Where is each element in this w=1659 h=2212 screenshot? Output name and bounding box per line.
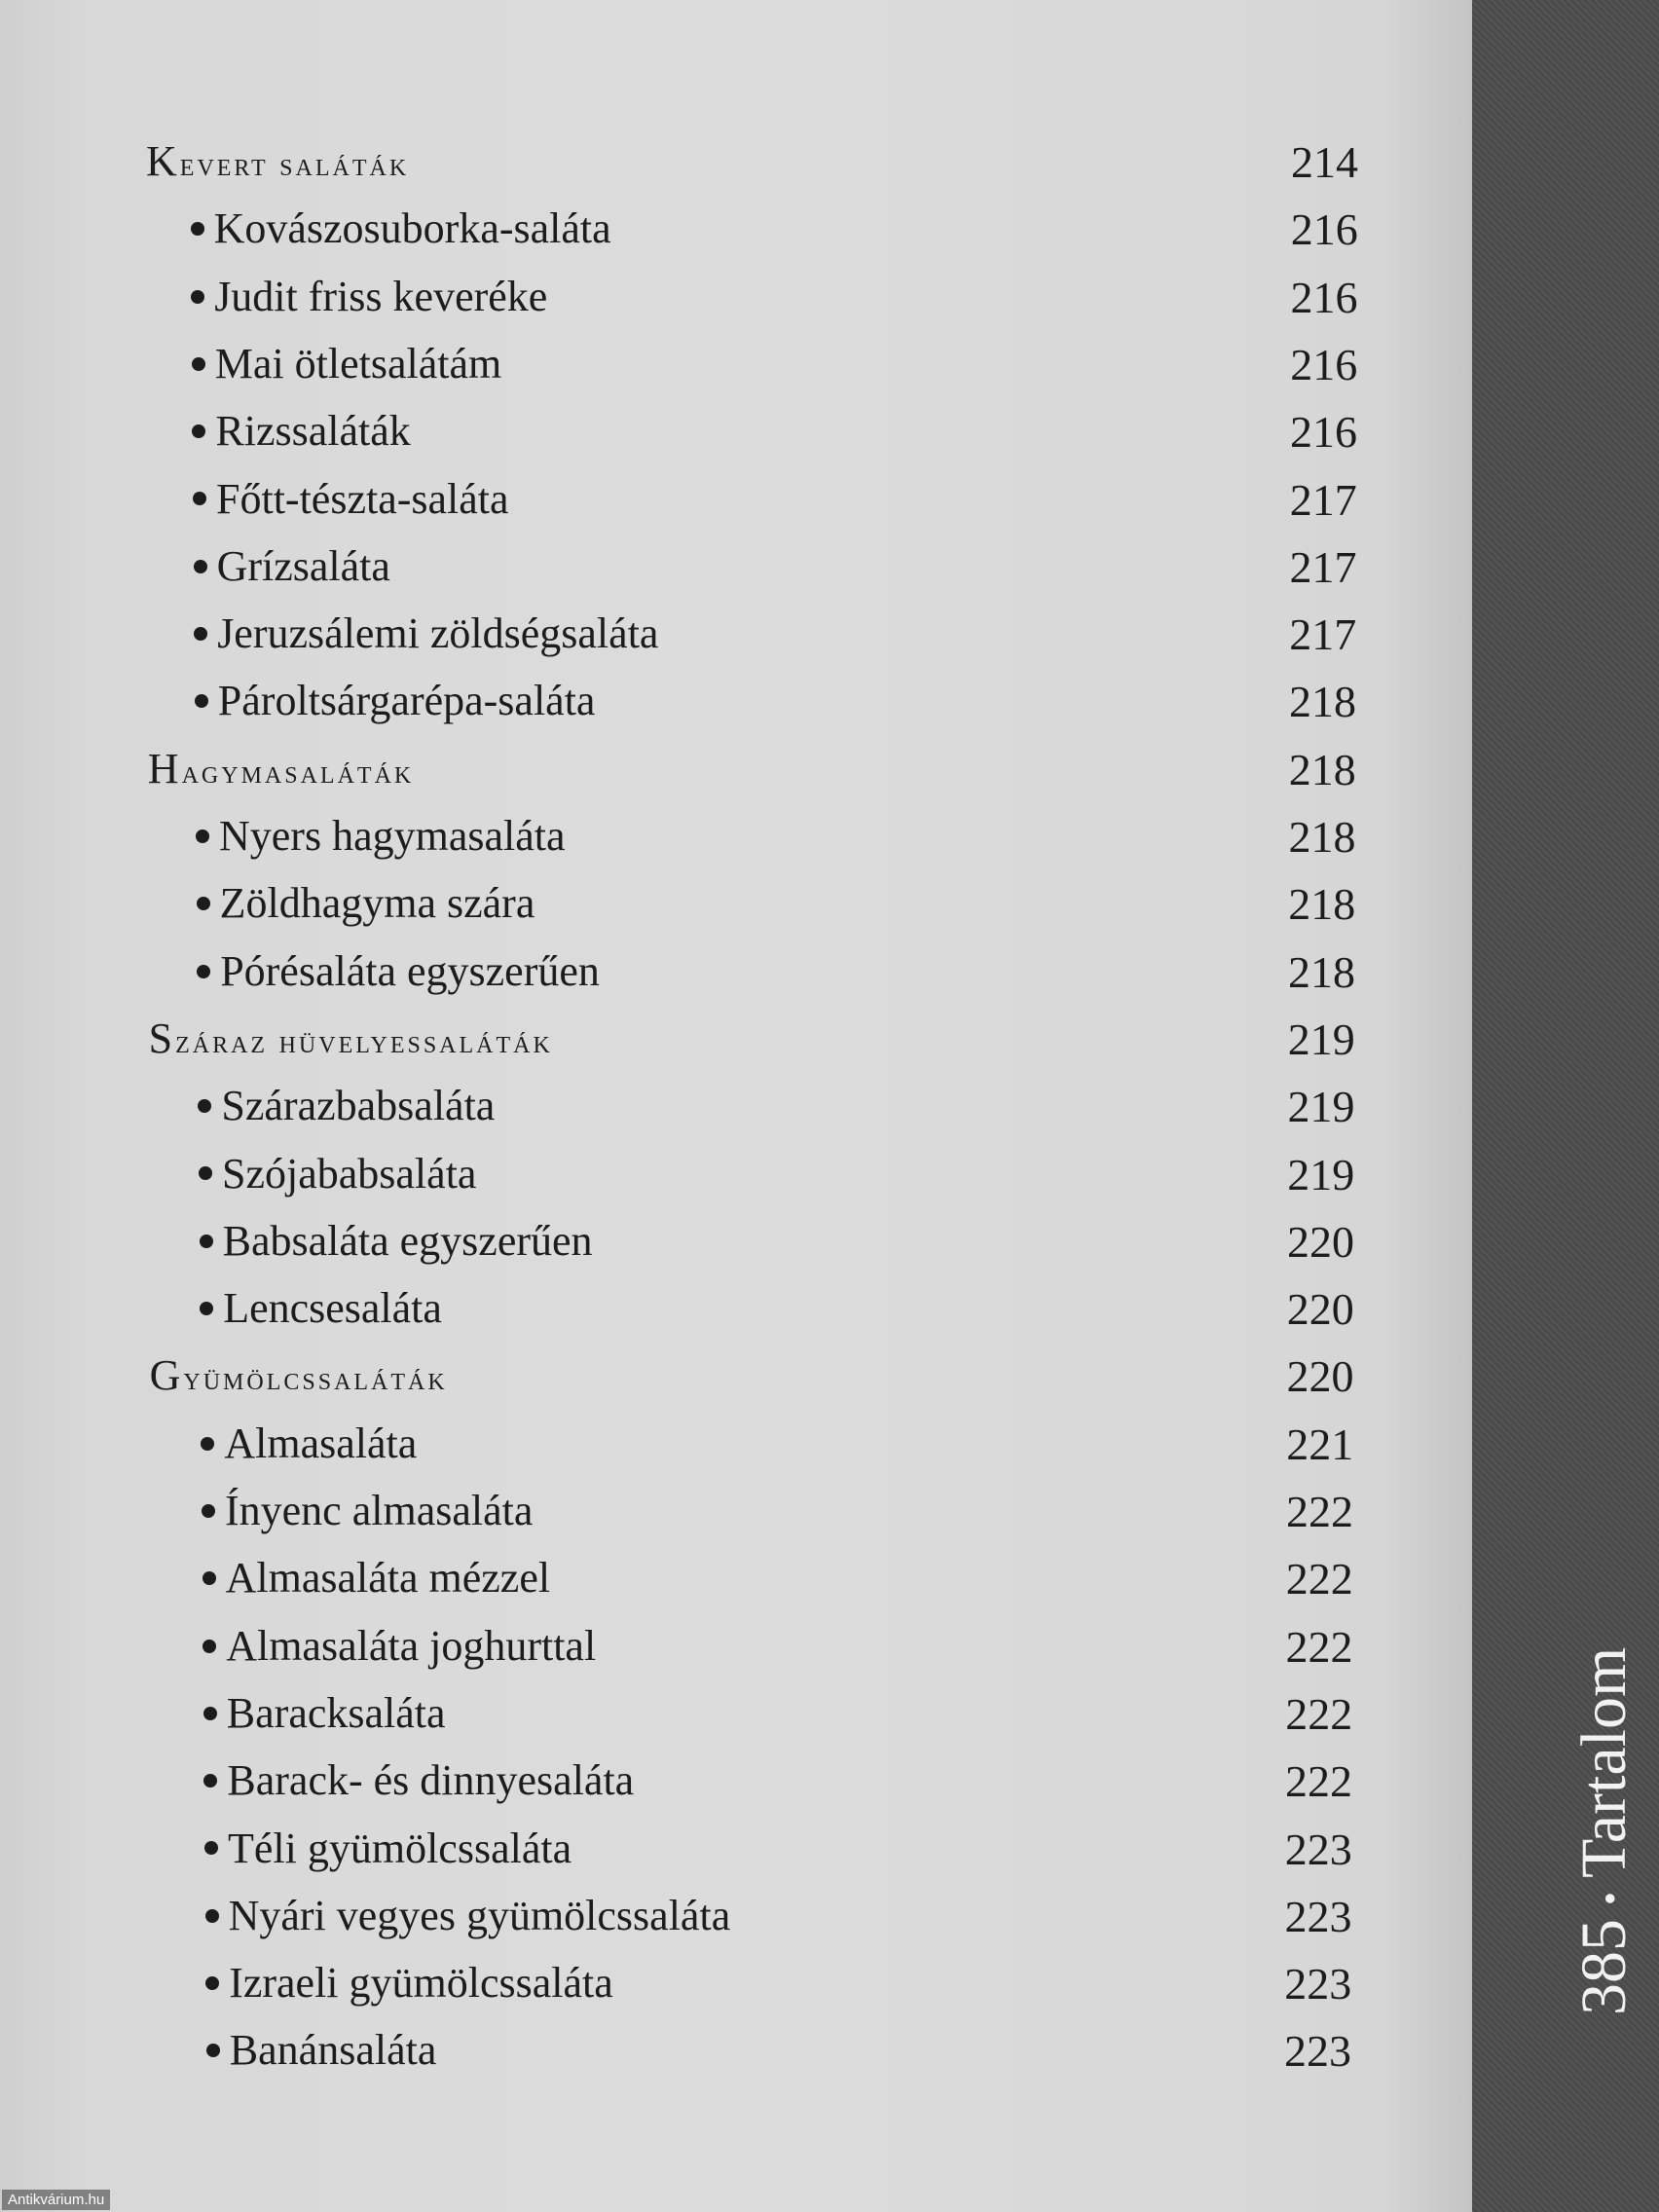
toc-entry-text: Száraz hüvelyessaláták <box>148 1014 553 1062</box>
toc-entry <box>197 878 535 928</box>
toc-entry-text: Barack- és dinnyesaláta <box>227 1756 635 1805</box>
bullet-icon <box>198 1099 211 1113</box>
toc-page-number: 218 <box>1288 744 1356 794</box>
bullet-icon <box>199 1166 212 1180</box>
bullet-icon <box>191 222 204 236</box>
toc-page-number: 217 <box>1289 541 1357 592</box>
toc-entry-text: Mai ötletsalátám <box>214 339 502 387</box>
toc-item-row <box>0 1688 1472 1747</box>
toc-entry-text: Pórésaláta egyszerűen <box>220 946 600 995</box>
toc-entry <box>202 1486 533 1535</box>
toc-entry <box>195 676 596 725</box>
toc-page-number: 219 <box>1287 1149 1355 1199</box>
toc-item-row <box>0 811 1472 869</box>
toc-entry-text: Pároltsárgarépa-saláta <box>217 677 596 725</box>
toc-page-number: 221 <box>1286 1419 1354 1469</box>
toc-page-number: 216 <box>1290 407 1357 458</box>
toc-page-number: 222 <box>1285 1688 1353 1739</box>
folio-separator: • <box>1588 1891 1633 1905</box>
toc-page-number: 219 <box>1287 1082 1355 1132</box>
toc-page-number: 222 <box>1286 1487 1353 1536</box>
toc-entry-text: Ínyenc almasaláta <box>225 1487 534 1534</box>
bullet-icon <box>197 965 210 978</box>
toc-entry <box>200 1283 442 1333</box>
toc-entry <box>196 811 566 861</box>
toc-entry <box>205 1891 731 1940</box>
toc-entry-text: Nyári vegyes gyümölcssaláta <box>228 1891 731 1939</box>
toc-page-number: 219 <box>1287 1014 1355 1064</box>
toc-entry-text: Baracksaláta <box>226 1688 446 1737</box>
bullet-icon <box>204 1841 218 1855</box>
bullet-icon <box>193 492 206 505</box>
toc-entry <box>203 1755 634 1805</box>
bullet-icon <box>202 1504 215 1518</box>
toc-item-row <box>0 1486 1472 1544</box>
toc-item-row <box>0 1081 1472 1139</box>
toc-entry <box>197 946 600 996</box>
toc-entry-text: Grízsaláta <box>216 541 390 590</box>
toc-heading-row <box>0 744 1472 802</box>
toc-item-row <box>0 339 1472 397</box>
toc-entry-text: Szárazbabsaláta <box>221 1082 496 1130</box>
toc-entry-text: Izraeli gyümölcssaláta <box>229 1959 613 2008</box>
toc-item-row <box>0 676 1472 734</box>
toc-entry-text: Kovászosuborka-saláta <box>213 204 611 253</box>
toc-entry-text: Almasaláta <box>224 1419 418 1467</box>
toc-page-number: 222 <box>1285 1756 1352 1807</box>
bullet-icon <box>194 560 207 573</box>
toc-entry <box>203 1553 550 1603</box>
bullet-icon <box>191 290 204 304</box>
bullet-icon <box>206 2044 220 2057</box>
toc-entry <box>194 541 390 591</box>
bullet-icon <box>203 1707 217 1720</box>
bullet-icon <box>196 830 209 843</box>
toc-entry <box>200 1216 593 1266</box>
bullet-icon <box>195 694 208 708</box>
toc-item-row <box>0 1553 1472 1611</box>
bullet-icon <box>200 1302 213 1315</box>
toc-page-number: 220 <box>1286 1351 1354 1402</box>
bullet-icon <box>197 897 210 910</box>
toc-entry-text: Zöldhagyma szára <box>219 879 535 928</box>
toc-entry <box>199 1149 476 1198</box>
toc-heading-row <box>0 1014 1472 1072</box>
toc-item-row <box>0 541 1472 600</box>
toc-entry-text: Jeruzsálemi zöldségsaláta <box>217 609 659 658</box>
toc-page-number: 218 <box>1288 812 1356 862</box>
toc-page-number: 223 <box>1284 1959 1352 2009</box>
toc-entry <box>194 608 658 658</box>
bullet-icon <box>203 1774 217 1788</box>
toc-entry <box>191 203 611 253</box>
toc-heading <box>149 1014 553 1063</box>
toc-entry-text: Almasaláta joghurttal <box>226 1621 597 1670</box>
toc-entry <box>192 406 410 456</box>
toc-entry-text: Nyers hagymasaláta <box>219 812 566 860</box>
bullet-icon <box>201 1437 214 1451</box>
toc-entry-text: Rizssaláták <box>215 407 411 456</box>
bullet-icon <box>194 627 207 641</box>
toc-entry-text: Gyümölcssaláták <box>149 1351 448 1400</box>
toc-page-number: 216 <box>1290 339 1358 389</box>
toc-item-row <box>0 1283 1472 1342</box>
toc-entry <box>203 1621 596 1671</box>
toc-item-row <box>0 2025 1472 2083</box>
toc-page-number: 223 <box>1284 1891 1352 1941</box>
bullet-icon <box>192 357 205 371</box>
toc-page-number: 218 <box>1288 879 1356 930</box>
toc-entry-text: Szójababsaláta <box>222 1149 477 1198</box>
toc-page-number: 222 <box>1285 1554 1353 1604</box>
watermark-label: Antikvárium.hu <box>2 2190 110 2210</box>
toc-entry <box>193 474 509 524</box>
toc-item-row <box>0 608 1472 667</box>
toc-heading-row <box>0 1350 1472 1409</box>
toc-item-row <box>0 946 1472 1005</box>
section-title: Tartalom <box>1568 1646 1640 1878</box>
toc-entry-text: Lencsesaláta <box>223 1284 442 1333</box>
toc-item-row <box>0 1958 1472 2016</box>
toc-heading <box>148 744 414 793</box>
running-footer <box>1567 1647 1641 2015</box>
toc-item-row <box>0 1621 1472 1679</box>
toc-entry <box>201 1419 417 1468</box>
toc-page-number: 223 <box>1284 1824 1352 1874</box>
toc-entry <box>205 1958 613 2008</box>
toc-heading-row <box>0 136 1472 195</box>
toc-page-number: 214 <box>1291 137 1358 187</box>
bullet-icon <box>192 424 205 438</box>
toc-page-number: 222 <box>1285 1621 1353 1672</box>
toc-page-number: 223 <box>1284 2026 1351 2077</box>
toc-entry-text: Almasaláta mézzel <box>225 1554 551 1603</box>
bullet-icon <box>205 1976 219 1990</box>
toc-page-number: 218 <box>1289 677 1356 727</box>
toc-item-row <box>0 1216 1472 1274</box>
toc-entry-text: Téli gyümölcssaláta <box>228 1824 572 1872</box>
toc-entry-text: Banánsaláta <box>229 2026 437 2075</box>
toc-entry-text: Hagymasaláták <box>147 744 415 793</box>
toc-heading <box>150 1350 448 1400</box>
toc-item-row <box>0 1149 1472 1207</box>
toc-page-number: 220 <box>1286 1284 1354 1335</box>
toc-entry <box>203 1688 446 1738</box>
toc-entry <box>192 339 501 388</box>
toc-item-row <box>0 1891 1472 1949</box>
toc-entry <box>191 272 547 321</box>
toc-entry-text: Kevert saláták <box>146 137 410 185</box>
toc-entry-text: Babsaláta egyszerűen <box>222 1216 593 1265</box>
toc-page-number: 217 <box>1289 474 1357 525</box>
toc-item-row <box>0 203 1472 262</box>
toc-page-number: 216 <box>1290 204 1358 255</box>
bullet-icon <box>200 1235 213 1248</box>
toc-item-row <box>0 1419 1472 1477</box>
toc-page-number: 220 <box>1287 1216 1354 1267</box>
toc-entry <box>206 2025 437 2075</box>
toc-page-number: 216 <box>1290 272 1358 322</box>
bullet-icon <box>205 1909 219 1923</box>
toc-item-row <box>0 1755 1472 1814</box>
toc-item-row <box>0 406 1472 464</box>
folio-number: 385 <box>1568 1919 1640 2015</box>
toc-entry <box>198 1081 495 1130</box>
toc-entry-text: Judit friss keveréke <box>214 272 548 320</box>
toc-heading <box>146 136 409 186</box>
toc-entry-text: Főtt-tészta-saláta <box>216 474 509 523</box>
toc-item-row <box>0 474 1472 533</box>
toc-page-number: 218 <box>1288 946 1355 997</box>
toc-page-number: 217 <box>1289 609 1357 660</box>
toc-item-row <box>0 1824 1472 1882</box>
bullet-icon <box>203 1571 216 1585</box>
bullet-icon <box>203 1640 216 1653</box>
toc-entry <box>204 1824 571 1873</box>
toc-item-row <box>0 272 1472 330</box>
toc-item-row <box>0 878 1472 937</box>
